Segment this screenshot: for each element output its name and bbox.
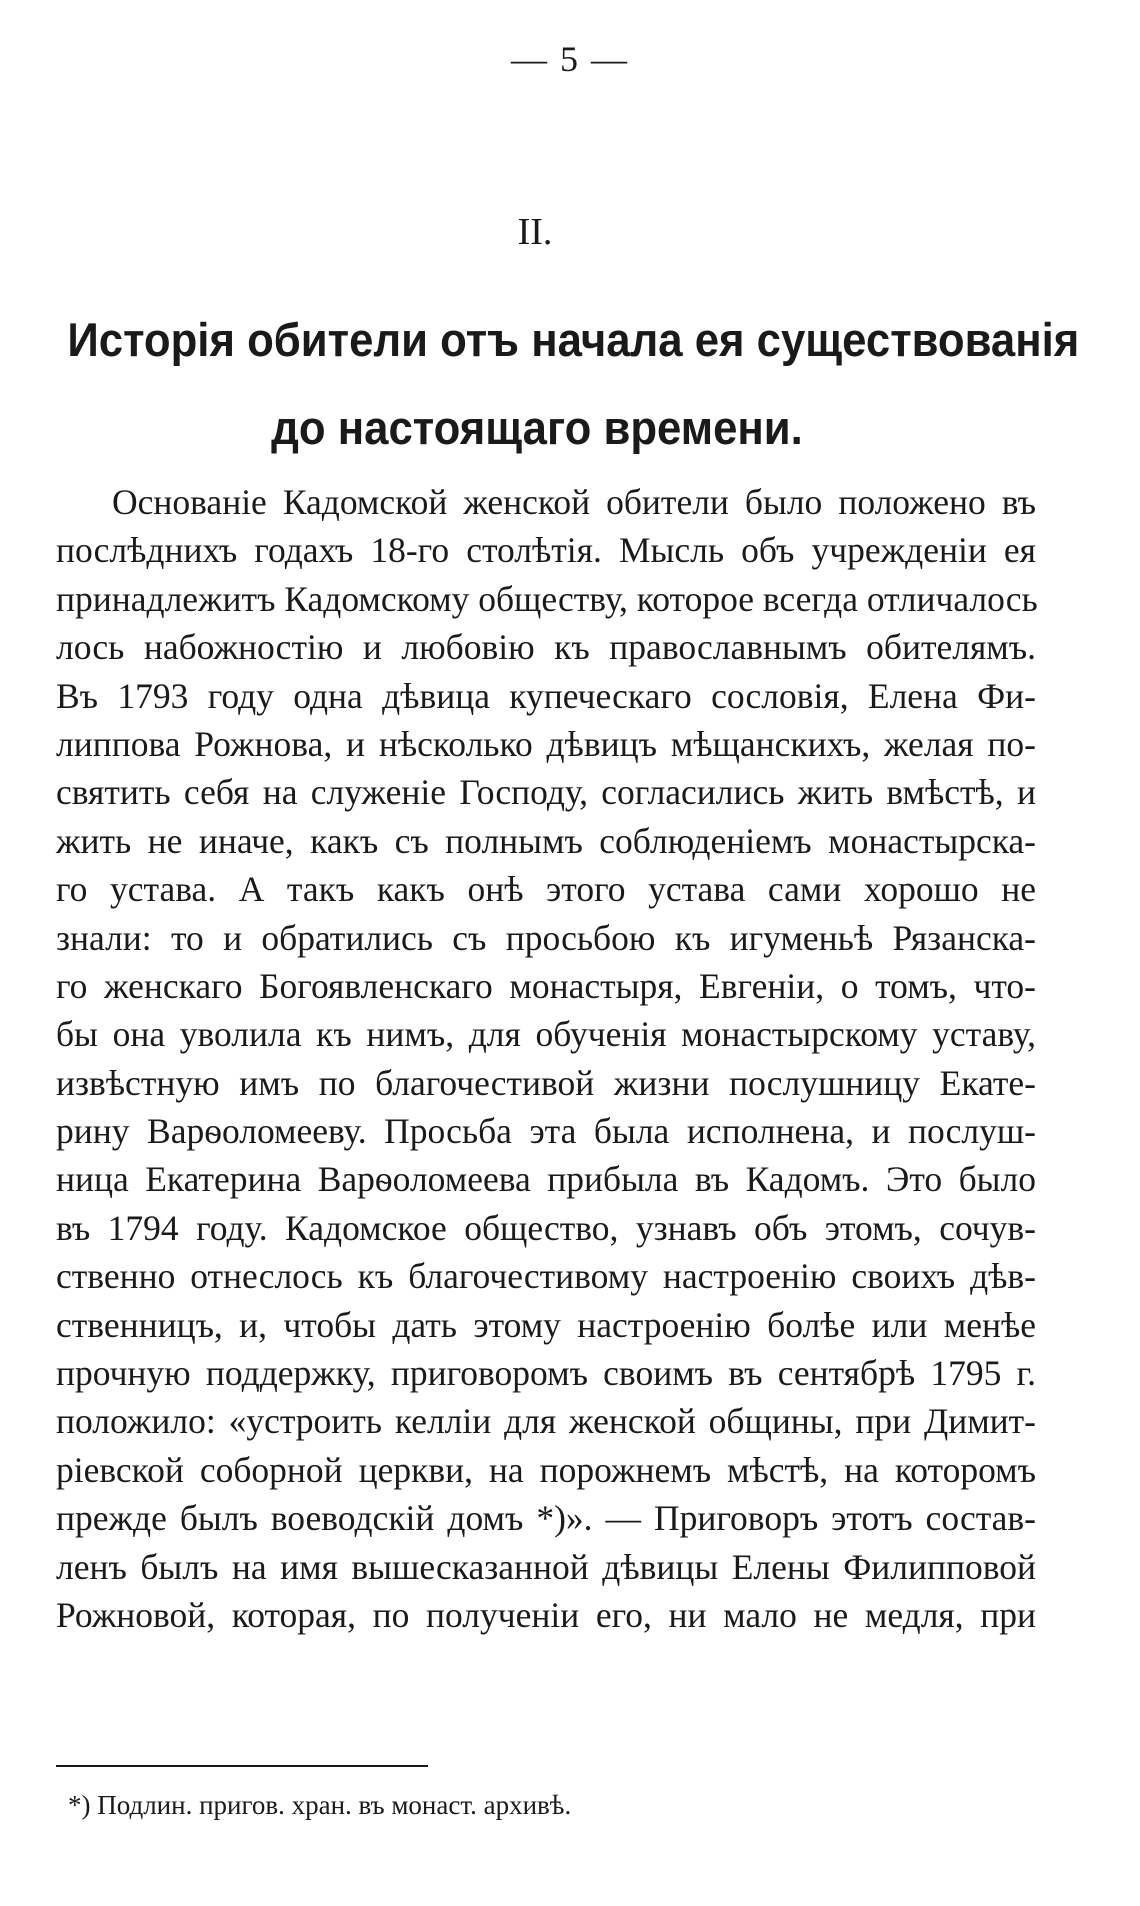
body-line: извѣстную имъ по благочестивой жизни послушницу Екате- <box>56 1062 1036 1103</box>
footnote-rule <box>56 1765 428 1767</box>
body-line: ленъ былъ на имя вышесказанной дѣвицы Елены Филипповой <box>56 1546 1036 1587</box>
body-line: положило: «устроить келліи для женской общины, при Димит- <box>56 1401 1036 1442</box>
body-line: святить себя на служеніе Господу, согласились жить вмѣстѣ, и <box>56 772 1036 813</box>
body-line: ріевской соборной церкви, на порожнемъ мѣстѣ, на которомъ <box>56 1449 1036 1490</box>
body-line: ственно отнеслось къ благочестивому настроенію своихъ дѣв- <box>56 1256 1036 1297</box>
chapter-title-line-1: Исторія обители отъ начала ея существованія <box>67 313 1080 366</box>
body-line: знали: то и обратились съ просьбою къ игуменьѣ Рязанска- <box>56 917 1036 958</box>
body-line: прежде былъ воеводскій домъ *)». — Приговоръ этотъ состав- <box>56 1498 1036 1539</box>
body-line: липпова Рожнова, и нѣсколько дѣвицъ мѣщанскихъ, желая по- <box>56 723 1036 764</box>
page-number: — 5 — <box>511 39 629 79</box>
footnote: *) Подлин. пригов. хран. въ монаст. архивѣ. <box>68 1790 572 1820</box>
body-line: рину Варѳоломееву. Просьба эта была исполнена, и послуш- <box>56 1111 1036 1152</box>
body-line: въ 1794 году. Кадомское общество, узнавъ объ этомъ, сочув- <box>56 1207 1036 1248</box>
body-line: прочную поддержку, приговоромъ своимъ въ сентябрѣ 1795 г. <box>56 1353 1036 1394</box>
section-number: II. <box>517 211 553 253</box>
body-line: жить не иначе, какъ съ полнымъ соблюденіемъ монастырска- <box>56 820 1036 861</box>
body-line: ственницъ, и, чтобы дать этому настроенію болѣе или менѣе <box>56 1304 1036 1345</box>
body-line: Рожновой, которая, по полученіи его, ни мало не медля, при <box>56 1594 1036 1635</box>
body-line: послѣднихъ годахъ 18-го столѣтія. Мысль объ учрежденіи ея <box>56 530 1036 571</box>
body-line: Основаніе Кадомской женской обители было положено въ <box>112 482 1036 522</box>
body-line: принадлежитъ Кадомскому обществу, которое всегда отличалось <box>56 578 1038 619</box>
body-text <box>56 478 1036 1639</box>
chapter-title <box>67 296 1080 472</box>
body-line: лось набожностію и любовію къ православнымъ обителямъ. <box>56 627 1036 668</box>
body-line: го устава. А такъ какъ онѣ этого устава сами хорошо не <box>56 869 1036 910</box>
body-line: Въ 1793 году одна дѣвица купеческаго сословія, Елена Фи- <box>56 675 1036 716</box>
body-line: бы она уволила къ нимъ, для обученія монастырскому уставу, <box>56 1014 1036 1055</box>
body-line: го женскаго Богоявленскаго монастыря, Евгеніи, о томъ, что- <box>56 965 1036 1006</box>
chapter-title-line-2: до настоящаго времени. <box>271 401 803 454</box>
body-line: ница Екатерина Варѳоломеева прибыла въ Кадомъ. Это было <box>56 1159 1036 1200</box>
